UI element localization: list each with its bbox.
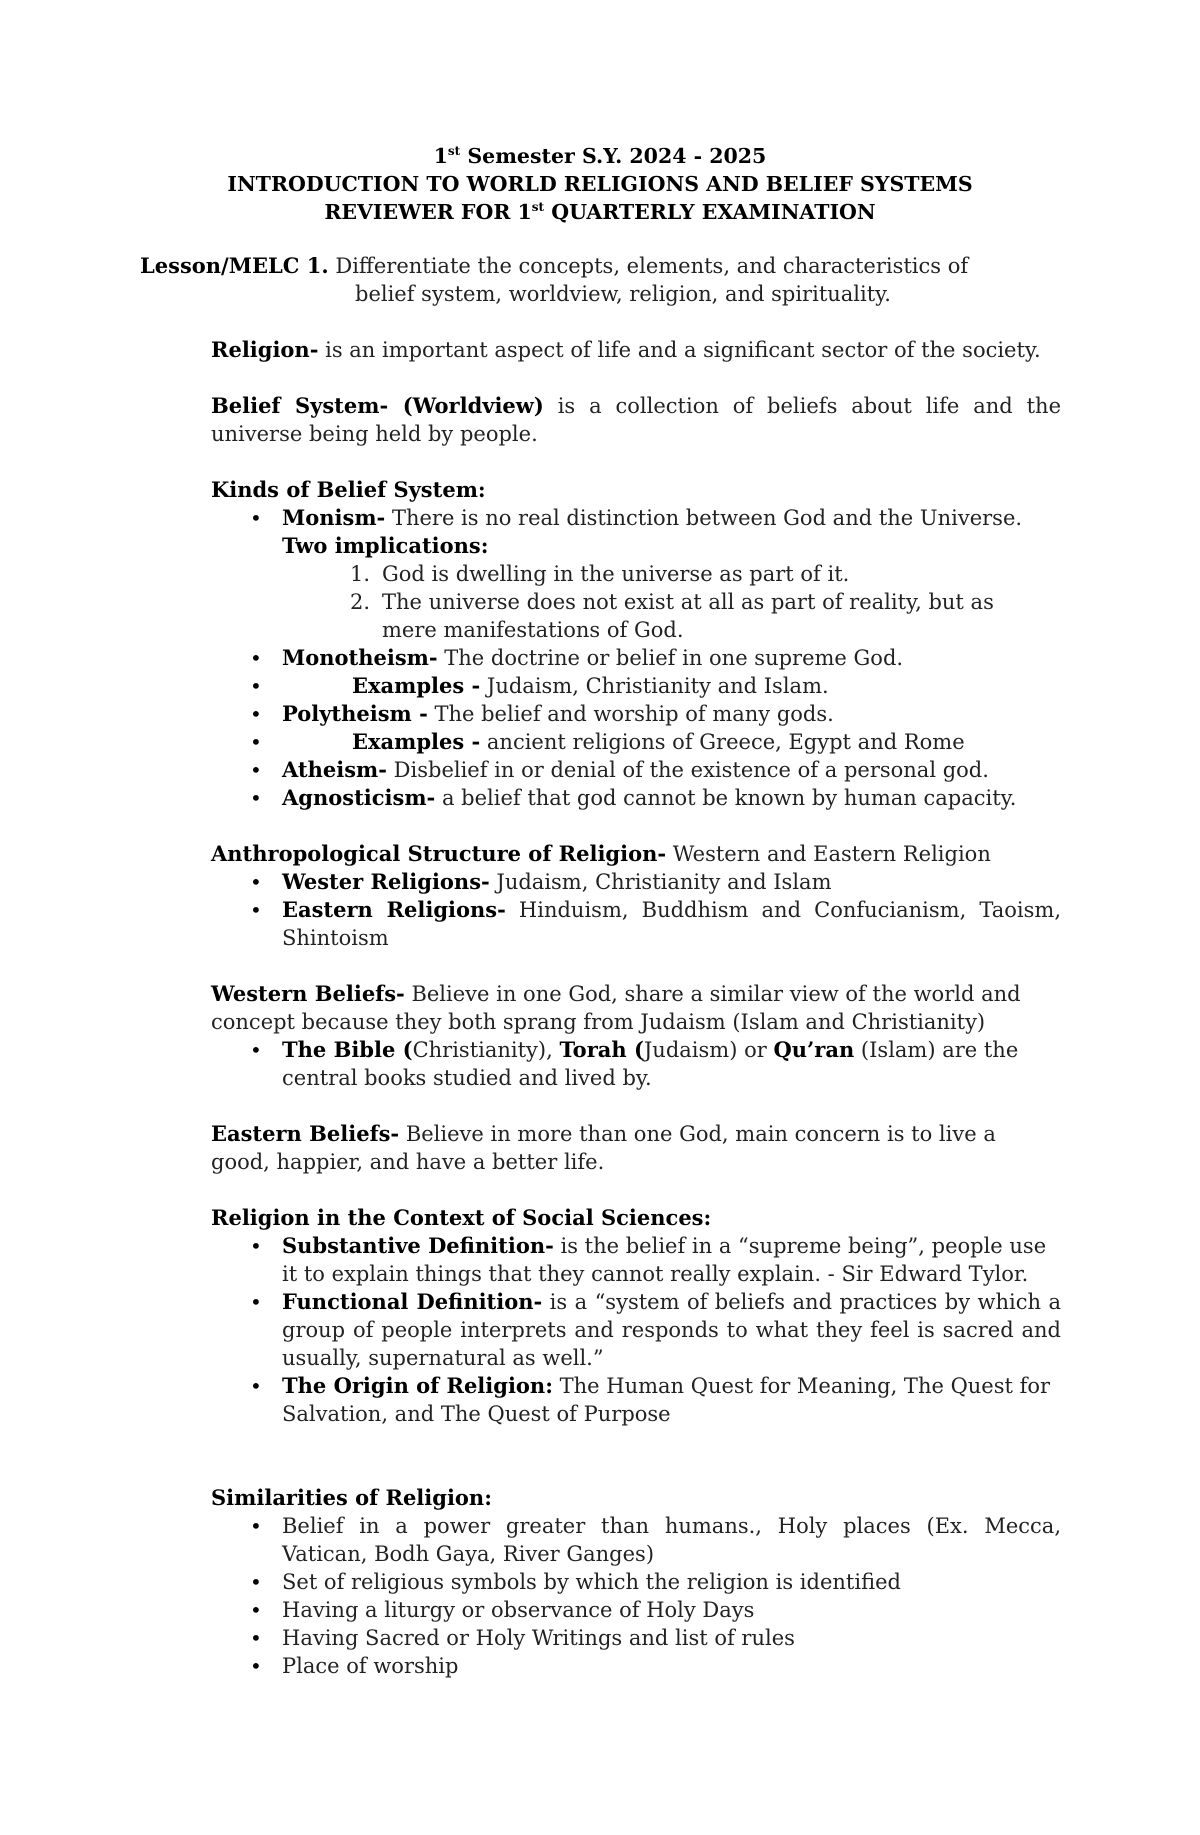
implication-number: 1.: [350, 562, 371, 586]
belief-system-text: is a collection of beliefs about life and the universe being held by people.: [211, 394, 1061, 446]
list-item-origin: [246, 1372, 1061, 1428]
semester-ordinal-suffix: st: [447, 144, 461, 159]
list-item: • Having a liturgy or observance of Holy Days: [246, 1596, 1061, 1624]
kinds-heading: Kinds of Belief System:: [211, 477, 486, 502]
list-item-monism: [246, 504, 1061, 532]
lesson-objective: [140, 252, 1060, 308]
semester-ordinal: 1: [433, 144, 448, 168]
examples-text: Judaism, Christianity and Islam.: [480, 674, 829, 698]
lesson-text-1: Differentiate the concepts, elements, and characteristics of: [335, 254, 969, 278]
agnosticism-term: Agnosticism-: [282, 785, 436, 810]
western-books-list: [246, 1036, 1061, 1092]
monotheism-examples: [246, 672, 1061, 700]
list-item: • Place of worship: [246, 1652, 1061, 1680]
monotheism-term: Monotheism-: [282, 645, 438, 670]
list-item-polytheism: [246, 700, 1061, 728]
similarities-list: [246, 1512, 1061, 1680]
origin-text: The Human Quest for Meaning, The Quest for Salvation, and The Quest of Purpose: [282, 1374, 1051, 1426]
belief-system-term: Belief System- (Worldview): [211, 393, 544, 418]
bible-text: Christianity),: [412, 1038, 560, 1062]
polytheism-examples: [246, 728, 1061, 756]
social-sciences-heading: Religion in the Context of Social Sciences:: [211, 1205, 712, 1230]
examples-label: Examples -: [352, 729, 481, 754]
list-item-monotheism: [246, 644, 1061, 672]
anthro-heading-term: Anthropological Structure of Religion-: [211, 841, 667, 866]
document-header: [0, 142, 1200, 226]
western-beliefs-term: Western Beliefs-: [211, 981, 405, 1006]
bible-term: The Bible (: [282, 1037, 413, 1062]
eastern-beliefs: [211, 1120, 1061, 1176]
implication-number: 2.: [350, 590, 371, 614]
list-item-eastern-religions: [246, 896, 1061, 952]
eastern-text: Hinduism, Buddhism and Confucianism, Taoism, Shintoism: [282, 898, 1061, 950]
lesson-label: Lesson/MELC 1.: [140, 253, 329, 278]
implications-list: [350, 560, 1050, 644]
atheism-term: Atheism-: [282, 757, 387, 782]
polytheism-term: Polytheism -: [282, 701, 428, 726]
quran-text: (Islam) are the central books studied and lived by.: [282, 1038, 1019, 1090]
list-item-functional: [246, 1288, 1061, 1372]
substantive-text: is the belief in a “supreme being”, people use it to explain things that they cannot really explain. - Sir Edward Tylor.: [282, 1234, 1047, 1286]
social-sciences-list: [246, 1232, 1061, 1428]
implications-heading: Two implications:: [282, 533, 489, 558]
list-item: • Belief in a power greater than humans., Holy places (Ex. Mecca, Vatican, Bodh Gaya, River Ganges): [246, 1512, 1061, 1568]
torah-term: Torah (: [559, 1037, 644, 1062]
implication-item-1: [350, 560, 1050, 588]
western-beliefs: [211, 980, 1061, 1036]
list-item-agnosticism: [246, 784, 1061, 812]
examples-label: Examples -: [352, 673, 481, 698]
course-title: INTRODUCTION TO WORLD RELIGIONS AND BELIEF SYSTEMS: [227, 172, 973, 196]
list-item-atheism: [246, 756, 1061, 784]
monism-text: There is no real distinction between God and the Universe.: [385, 506, 1023, 530]
implication-text: God is dwelling in the universe as part of it.: [382, 562, 850, 586]
origin-term: The Origin of Religion:: [282, 1373, 553, 1398]
religion-term: Religion-: [211, 337, 319, 362]
semester-text: Semester S.Y. 2024 - 2025: [460, 144, 767, 168]
eastern-beliefs-term: Eastern Beliefs-: [211, 1121, 400, 1146]
monism-term: Monism-: [282, 505, 386, 530]
examples-text: ancient religions of Greece, Egypt and Rome: [480, 730, 965, 754]
list-item: • Having Sacred or Holy Writings and list of rules: [246, 1624, 1061, 1652]
reviewer-title-pre: REVIEWER FOR 1: [324, 200, 532, 224]
atheism-text: Disbelief in or denial of the existence of a personal god.: [387, 758, 989, 782]
list-item: • Set of religious symbols by which the religion is identified: [246, 1568, 1061, 1596]
anthro-list: [246, 868, 1061, 952]
wester-term: Wester Religions-: [282, 869, 490, 894]
wester-text: Judaism, Christianity and Islam: [489, 870, 832, 894]
lesson-text-2: belief system, worldview, religion, and spirituality.: [355, 282, 891, 306]
functional-text: is a “system of beliefs and practices by which a group of people interprets and responds to what they feel is sacred and usually, supernatural as well.”: [282, 1290, 1061, 1370]
eastern-beliefs-text: Believe in more than one God, main concern is to live a good, happier, and have a better life.: [211, 1122, 996, 1174]
semester-line: [0, 142, 1200, 170]
implication-item-2: [350, 588, 1050, 644]
substantive-term: Substantive Definition-: [282, 1233, 554, 1258]
kinds-list-a: [246, 504, 1061, 532]
religion-text: is an important aspect of life and a significant sector of the society.: [318, 338, 1041, 362]
reviewer-title: [0, 198, 1200, 226]
reviewer-title-suffix: st: [531, 200, 545, 215]
torah-text: Judaism) or: [643, 1038, 774, 1062]
kinds-list-b: [246, 644, 1061, 812]
list-item-substantive: [246, 1232, 1061, 1288]
religion-definition: [211, 336, 1061, 364]
agnosticism-text: a belief that god cannot be known by human capacity.: [435, 786, 1017, 810]
western-beliefs-text: Believe in one God, share a similar view of the world and concept because they both sprang from Judaism (Islam and Christianity): [211, 982, 1021, 1034]
monotheism-text: The doctrine or belief in one supreme God.: [437, 646, 904, 670]
similarities-heading: Similarities of Religion:: [211, 1485, 492, 1510]
anthro-heading: [211, 840, 1061, 868]
list-item-central-books: [246, 1036, 1061, 1092]
anthro-heading-text: Western and Eastern Religion: [666, 842, 991, 866]
implication-text: The universe does not exist at all as part of reality, but as mere manifestations of God.: [382, 590, 994, 642]
eastern-term: Eastern Religions-: [282, 897, 506, 922]
functional-term: Functional Definition-: [282, 1289, 543, 1314]
reviewer-title-post: QUARTERLY EXAMINATION: [544, 200, 876, 224]
belief-system-definition: [211, 392, 1061, 448]
polytheism-text: The belief and worship of many gods.: [427, 702, 834, 726]
quran-term: Qu’ran: [773, 1037, 855, 1062]
list-item-wester-religions: [246, 868, 1061, 896]
